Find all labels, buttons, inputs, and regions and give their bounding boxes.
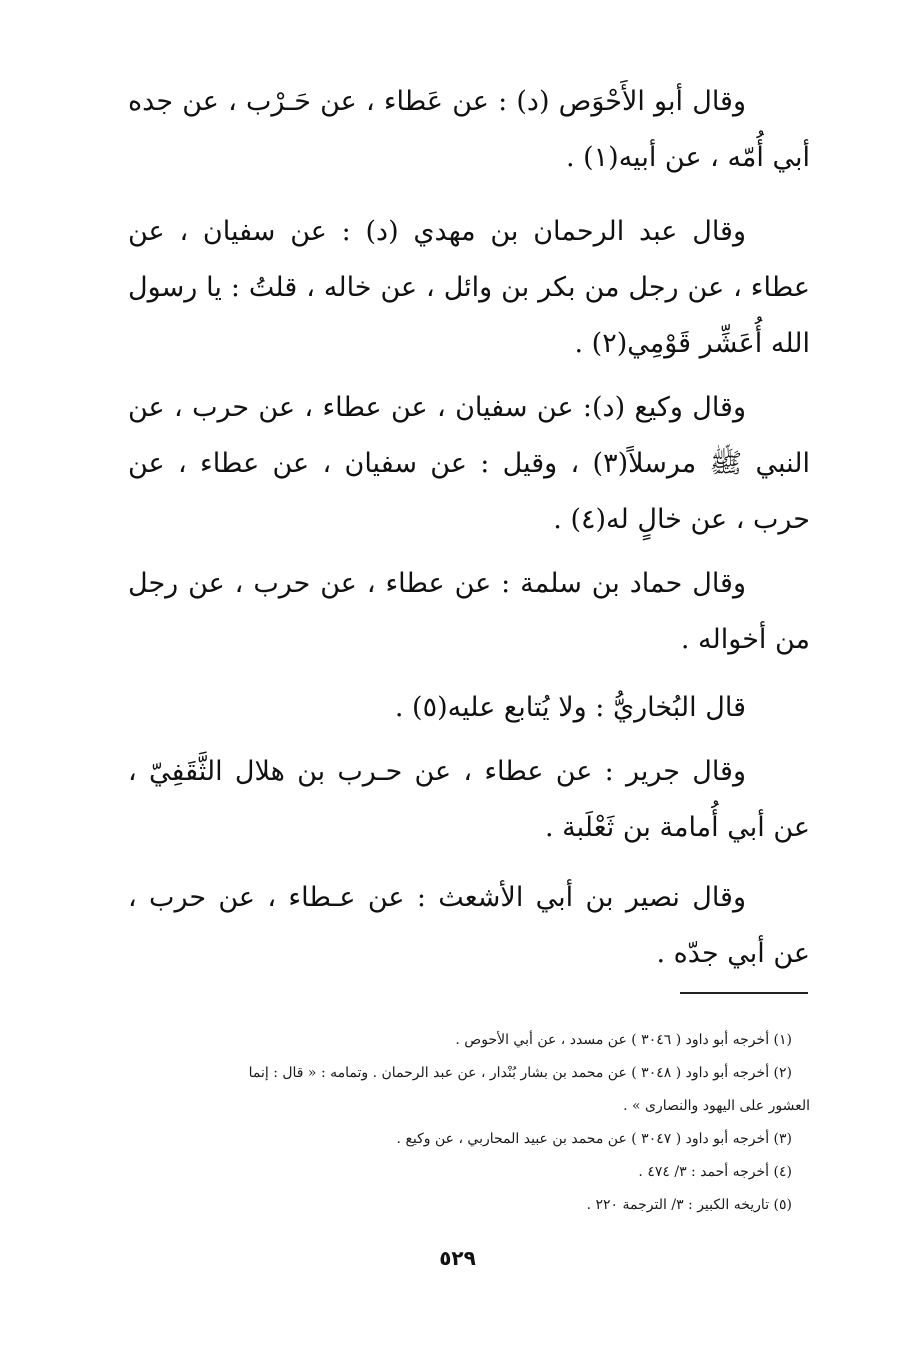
paragraph-waki xyxy=(128,380,810,548)
paragraph-text: وقال وكيع (د): عن سفيان ، عن عطاء ، عن حرب ، عن النبي ﷺ مرسلاً(٣) ، وقيل : عن سفيان ، عن عطاء ، عن حرب ، عن خالٍ له(٤) . xyxy=(128,392,811,535)
paragraph-text: وقال عبد الرحمان بن مهدي (د) : عن سفيان ، عن عطاء ، عن رجل من بكر بن وائل ، عن خاله ، قلتُ : يا رسول الله أُعَشِّر قَوْمِي(٢) . xyxy=(128,216,810,359)
paragraph-abd-al-rahman xyxy=(128,204,810,372)
footnote-3: (٣) أخرجه أبو داود ( ٣٠٤٧ ) عن محمد بن عبيد المحاربي ، عن وكيع . xyxy=(396,1131,792,1147)
footnote-5: (٥) تاريخه الكبير : ٣/ الترجمة ٢٢٠ . xyxy=(586,1197,792,1213)
paragraph-jarir xyxy=(128,744,810,856)
footnote-4: (٤) أخرجه أحمد : ٣/ ٤٧٤ . xyxy=(638,1164,792,1180)
footnote-1: (١) أخرجه أبو داود ( ٣٠٤٦ ) عن مسدد ، عن أبي الأحوص . xyxy=(455,1032,792,1048)
paragraph-text: وقال حماد بن سلمة : عن عطاء ، عن حرب ، عن رجل من أخواله . xyxy=(128,568,810,655)
footnote-divider xyxy=(680,992,808,994)
footnotes xyxy=(120,1024,810,1222)
footnote-2: (٢) أخرجه أبو داود ( ٣٠٤٨ ) عن محمد بن بشار بُنْدار ، عن عبد الرحمان . وتمامه : « قال : إنما xyxy=(248,1065,792,1081)
paragraph-bukhari xyxy=(128,680,810,736)
footnote-2-continuation: العشور على اليهود والنصارى » . xyxy=(623,1098,810,1114)
paragraph-text: وقال أبو الأَحْوَص (د) : عن عَطاء ، عن حَـرْب ، عن جده أبي أُمّه ، عن أبيه(١) . xyxy=(128,86,810,173)
paragraph-text: وقال جرير : عن عطاء ، عن حـرب بن هلال الثَّقَفِيّ ، عن أبي أُمامة بن ثَعْلَبة . xyxy=(128,756,810,843)
paragraph-nusayr xyxy=(128,870,810,982)
paragraph-text: قال البُخاريُّ : ولا يُتابع عليه(٥) . xyxy=(394,692,746,723)
page-number: ٥٢٩ xyxy=(439,1246,476,1270)
paragraph-hammad xyxy=(128,556,810,668)
paragraph-text: وقال نصير بن أبي الأشعث : عن عـطاء ، عن حرب ، عن أبي جدّه . xyxy=(128,882,810,969)
paragraph-abu-al-ahwas xyxy=(128,74,810,186)
